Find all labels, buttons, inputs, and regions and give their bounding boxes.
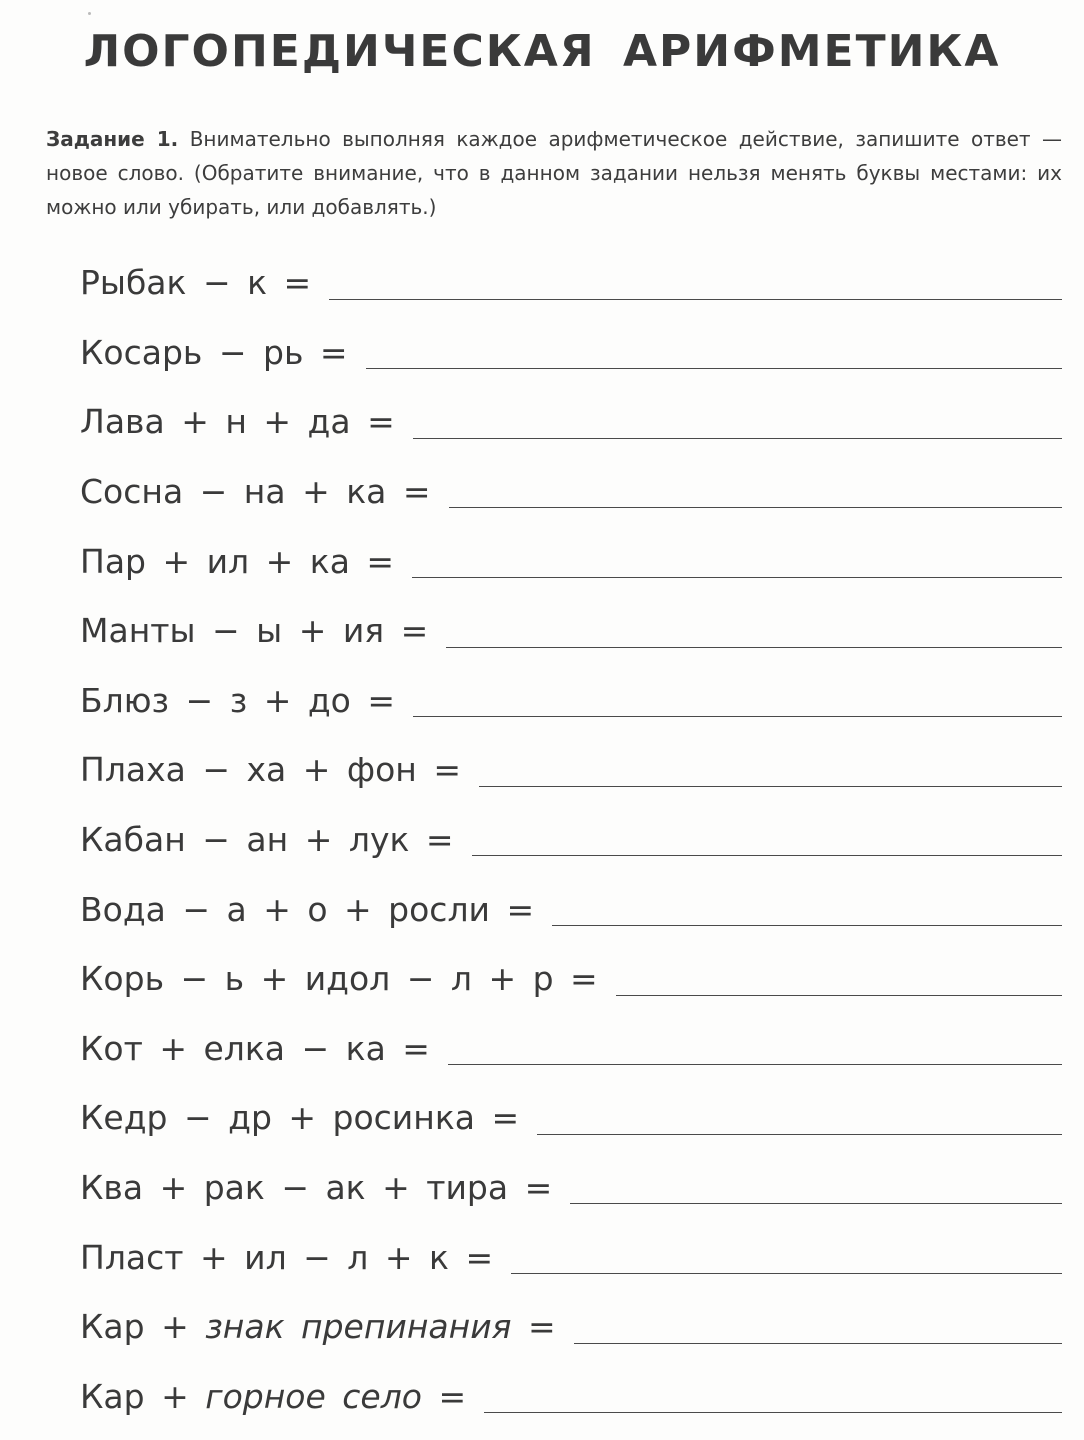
answer-line[interactable] [448,1064,1062,1065]
expression-text: Рыбак − к = [80,263,312,303]
exercise-expression [80,681,395,720]
exercise-row [80,1014,1064,1084]
exercise-row [80,944,1064,1014]
task-instructions [46,122,1062,224]
expression-text: Корь − ь + идол − л + р = [80,959,598,999]
exercise-row [80,526,1064,596]
expression-text: Кот + елка − ка = [80,1028,430,1068]
exercise-expression [80,263,311,302]
exercise-row [80,318,1064,388]
expression-text: Лава + н + да = [80,402,395,442]
exercise-expression [80,611,428,650]
answer-line[interactable] [570,1203,1062,1204]
task-label: Задание 1. [46,127,179,151]
exercise-expression [80,542,394,581]
exercise-row [80,457,1064,527]
answer-line[interactable] [412,577,1062,578]
answer-line[interactable] [479,786,1062,787]
expression-text: Пласт + ил − л + к = [80,1237,494,1277]
task-text: Внимательно выполняя каждое арифметическое действие, запишите ответ — новое слово. (Обратите внимание, что в данном задании нельзя менять буквы местами: их можно или убирать, или добавлять.) [46,127,1062,219]
answer-line[interactable] [329,299,1062,300]
answer-line[interactable] [449,507,1062,508]
answer-line[interactable] [446,647,1062,648]
expression-text: Блюз − з + до = [80,680,396,720]
exercise-list [80,248,1064,1431]
answer-line[interactable] [413,438,1062,439]
expression-text: Сосна − на + ка = [80,472,431,512]
expression-text: Кар + [80,1307,206,1347]
exercise-row [80,1362,1064,1432]
exercise-expression [80,890,534,929]
exercise-row [80,874,1064,944]
exercise-row [80,596,1064,666]
exercise-expression [80,820,454,859]
expression-text: Ква + рак − ак + тира = [80,1168,553,1208]
exercise-expression [80,1377,466,1416]
exercise-expression [80,333,348,372]
exercise-row [80,1153,1064,1223]
exercise-row [80,666,1064,736]
exercise-expression [80,1168,552,1207]
expression-text: Кар + [80,1376,206,1416]
answer-line[interactable] [511,1273,1062,1274]
expression-equals: = [422,1376,467,1416]
answer-line[interactable] [413,716,1062,717]
answer-line[interactable] [616,995,1062,996]
expression-italic-hint: горное село [205,1376,422,1416]
exercise-expression [80,1098,519,1137]
page-title: ЛОГОПЕДИЧЕСКАЯ АРИФМЕТИКА [83,26,1001,77]
expression-text: Косарь − рь = [80,332,348,372]
exercise-expression [80,1238,493,1277]
expression-italic-hint: знак препинания [205,1307,512,1347]
expression-text: Кабан − ан + лук = [80,820,454,860]
exercise-row [80,248,1064,318]
exercise-expression [80,959,598,998]
exercise-row [80,805,1064,875]
exercise-expression [80,402,395,441]
expression-text: Пар + ил + ка = [80,541,395,581]
expression-text: Манты − ы + ия = [80,611,429,651]
exercise-expression [80,750,461,789]
exercise-expression [80,1307,556,1346]
answer-line[interactable] [472,855,1062,856]
answer-line[interactable] [574,1343,1062,1344]
expression-equals: = [511,1307,556,1347]
expression-text: Кедр − др + росинка = [80,1098,520,1138]
exercise-expression [80,1029,430,1068]
answer-line[interactable] [537,1134,1062,1135]
expression-text: Вода − а + о + росли = [80,889,535,929]
exercise-expression [80,472,431,511]
exercise-row [80,1292,1064,1362]
expression-text: Плаха − ха + фон = [80,750,462,790]
answer-line[interactable] [366,368,1062,369]
exercise-row [80,735,1064,805]
answer-line[interactable] [484,1412,1062,1413]
exercise-row [80,387,1064,457]
answer-line[interactable] [552,925,1062,926]
exercise-row [80,1083,1064,1153]
scan-speck [88,12,91,15]
exercise-row [80,1222,1064,1292]
